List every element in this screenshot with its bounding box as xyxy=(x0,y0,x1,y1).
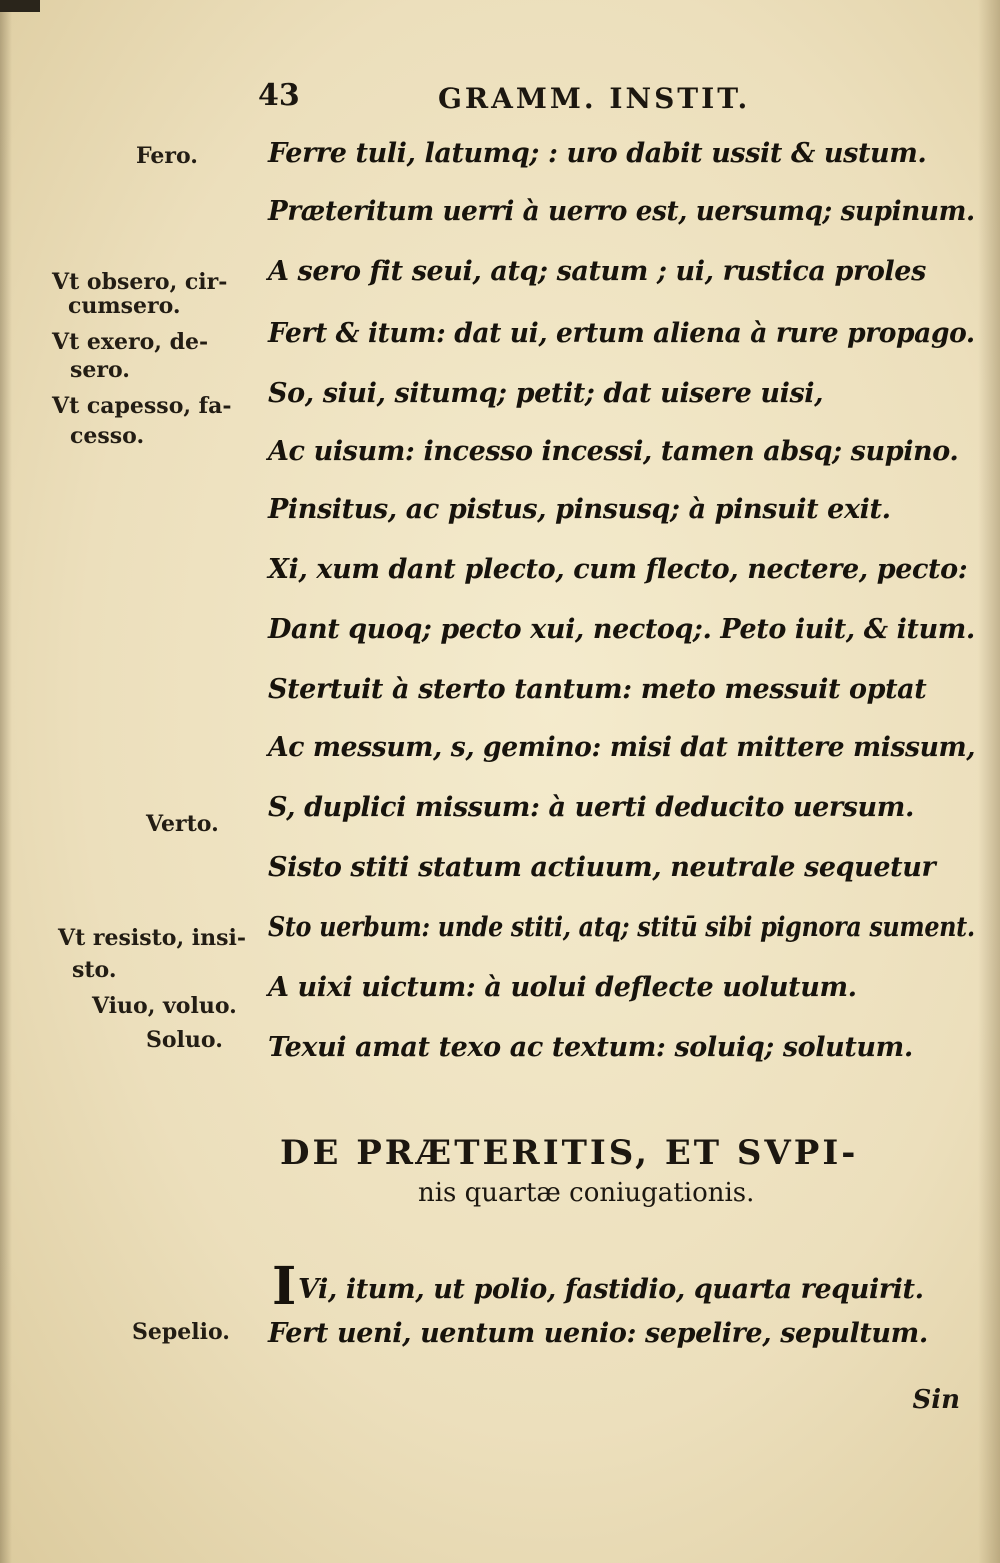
margin-note-exero: Vt exero, de- xyxy=(52,329,209,355)
verse-line-9: Dant quoq; pecto xui, nectoq;. Peto iuit, & itum. xyxy=(268,614,975,645)
verse-line-6: Ac uisum: incesso incessi, tamen absq; supino. xyxy=(268,436,959,467)
ink-stain xyxy=(0,0,40,12)
verse2-line-2: Fert ueni, uentum uenio: sepelire, sepultum. xyxy=(268,1318,928,1349)
verse-line-5: So, siui, situmq; petit; dat uisere uisi, xyxy=(268,378,824,409)
margin-note-viuo: Viuo, voluo. xyxy=(92,993,237,1019)
margin-note-verto: Verto. xyxy=(146,811,219,837)
margin-note-obsero-cont: cumsero. xyxy=(68,293,181,319)
catchword: Sin xyxy=(912,1385,960,1415)
margin-note-capesso: Vt capesso, fa- xyxy=(52,393,232,419)
page-edge-shadow xyxy=(978,0,1000,1563)
verse2-line-1-text: Vi, itum, ut polio, fastidio, quarta requirit. xyxy=(297,1274,924,1305)
verse-line-13: Sisto stiti statum actiuum, neutrale sequetur xyxy=(268,852,936,883)
verse2-line-1 xyxy=(272,1256,924,1317)
verse-line-3: A sero fit seui, atq; satum ; ui, rustica proles xyxy=(268,256,926,287)
margin-note-sepelio: Sepelio. xyxy=(132,1319,230,1345)
margin-note-obsero: Vt obsero, cir- xyxy=(52,269,228,295)
margin-note-resisto: Vt resisto, insi- xyxy=(58,925,246,951)
verse-line-2: Præteritum uerri à uerro est, uersumq; supinum. xyxy=(268,196,975,227)
section-subtitle: nis quartæ coniugationis. xyxy=(418,1178,755,1208)
page-number: 43 xyxy=(258,78,300,113)
verse-line-15: A uixi uictum: à uolui deflecte uolutum. xyxy=(268,972,857,1003)
margin-note-resisto-cont: sto. xyxy=(72,957,117,983)
margin-note-fero: Fero. xyxy=(136,143,198,169)
margin-note-soluo: Soluo. xyxy=(146,1027,223,1053)
verse-line-4: Fert & itum: dat ui, ertum aliena à rure propago. xyxy=(268,318,975,349)
margin-note-capesso-cont: cesso. xyxy=(70,423,145,449)
drop-cap: I xyxy=(272,1256,296,1317)
verse-line-11: Ac messum, s, gemino: misi dat mittere missum, xyxy=(268,732,976,763)
verse-line-10: Stertuit à sterto tantum: meto messuit optat xyxy=(268,674,927,705)
running-head: GRAMM. INSTIT. xyxy=(438,82,751,115)
section-title: DE PRÆTERITIS, ET SVPI- xyxy=(280,1133,859,1173)
verse-line-8: Xi, xum dant plecto, cum flecto, nectere, pecto: xyxy=(268,554,968,585)
verse-line-16: Texui amat texo ac textum: soluiq; solutum. xyxy=(268,1032,913,1063)
margin-note-exero-cont: sero. xyxy=(70,357,130,383)
page-gutter-shadow xyxy=(0,0,12,1563)
verse-line-12: S, duplici missum: à uerti deducito uersum. xyxy=(268,792,914,823)
verse-line-1: Ferre tuli, latumq; : uro dabit ussit & ustum. xyxy=(268,138,927,169)
verse-line-7: Pinsitus, ac pistus, pinsusq; à pinsuit exit. xyxy=(268,494,891,525)
verse-line-14: Sto uerbum: unde stiti, atq; stitū sibi pignora sument. xyxy=(268,912,975,943)
page-header xyxy=(258,78,818,118)
